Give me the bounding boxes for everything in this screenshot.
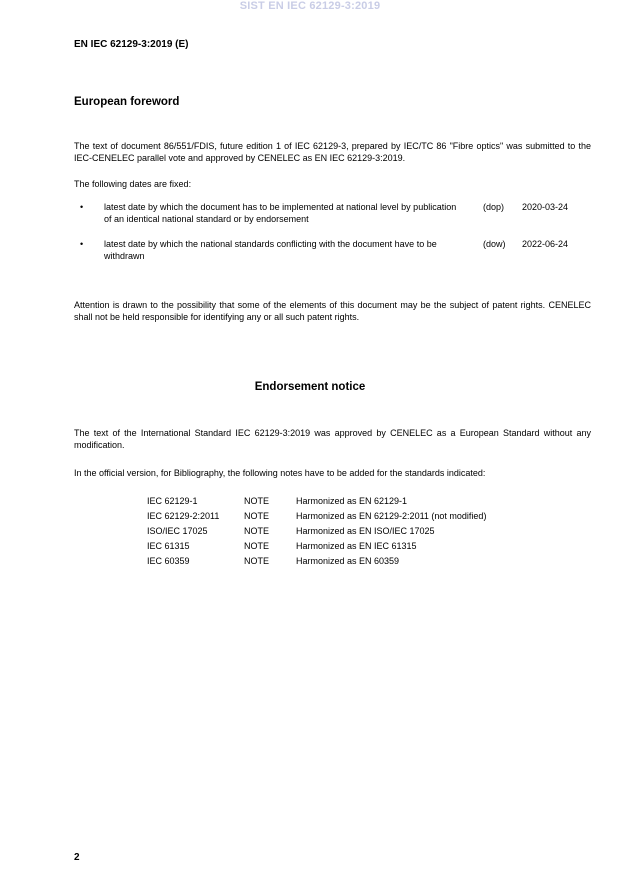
bullet-symbol: • bbox=[80, 202, 84, 212]
bullet-symbol: • bbox=[80, 239, 84, 249]
foreword-paragraph-2: The following dates are fixed: bbox=[74, 179, 192, 189]
bullet-code: (dow) bbox=[483, 239, 506, 249]
note-label: NOTE bbox=[244, 556, 270, 566]
standard-ref: ISO/IEC 17025 bbox=[147, 526, 208, 536]
watermark: SIST EN IEC 62129-3:2019 bbox=[239, 0, 381, 12]
standard-ref: IEC 60359 bbox=[147, 556, 190, 566]
note-label: NOTE bbox=[244, 511, 270, 521]
bullet-date: 2020-03-24 bbox=[522, 202, 569, 212]
note-label: NOTE bbox=[244, 526, 270, 536]
foreword-heading: European foreword bbox=[74, 96, 180, 108]
endorsement-heading: Endorsement notice bbox=[254, 381, 366, 393]
note-text: Harmonized as EN 62129-1 bbox=[296, 496, 408, 506]
bullet-date: 2022-06-24 bbox=[522, 239, 569, 249]
standard-ref: IEC 62129-2:2011 bbox=[147, 511, 220, 521]
page-number: 2 bbox=[74, 852, 80, 863]
note-text: Harmonized as EN 60359 bbox=[296, 556, 400, 566]
document-id-header: EN IEC 62129-3:2019 (E) bbox=[74, 39, 189, 50]
note-text: Harmonized as EN ISO/IEC 17025 bbox=[296, 526, 435, 536]
foreword-paragraph-1: The text of document 86/551/FDIS, future edition 1 of IEC 62129-3, prepared by IEC/TC 86 "Fibre optics" was submitted to the IEC-CENELEC parallel vote and approved by CENELEC as EN IEC 62129-3:2019. bbox=[74, 141, 591, 163]
note-text: Harmonized as EN IEC 61315 bbox=[296, 541, 417, 551]
bullet-text: latest date by which the national standards conflicting with the document have to be withdrawn bbox=[104, 239, 437, 261]
foreword-paragraph-3: Attention is drawn to the possibility that some of the elements of this document may be the subject of patent rights. CENELEC shall not be held responsible for identifying any or all such patent rights. bbox=[74, 300, 591, 322]
note-label: NOTE bbox=[244, 541, 270, 551]
bullet-text: latest date by which the document has to be implemented at national level by publication of an identical national standard or by endorsement bbox=[104, 202, 457, 224]
bullet-code: (dop) bbox=[483, 202, 505, 212]
standard-ref: IEC 62129-1 bbox=[147, 496, 198, 506]
note-label: NOTE bbox=[244, 496, 270, 506]
note-text: Harmonized as EN 62129-2:2011 (not modified) bbox=[296, 511, 487, 521]
standard-ref: IEC 61315 bbox=[147, 541, 190, 551]
endorsement-paragraph-1: The text of the International Standard IEC 62129-3:2019 was approved by CENELEC as a European Standard without any modification. bbox=[74, 428, 591, 450]
endorsement-paragraph-2: In the official version, for Bibliography, the following notes have to be added for the standards indicated: bbox=[74, 468, 486, 478]
